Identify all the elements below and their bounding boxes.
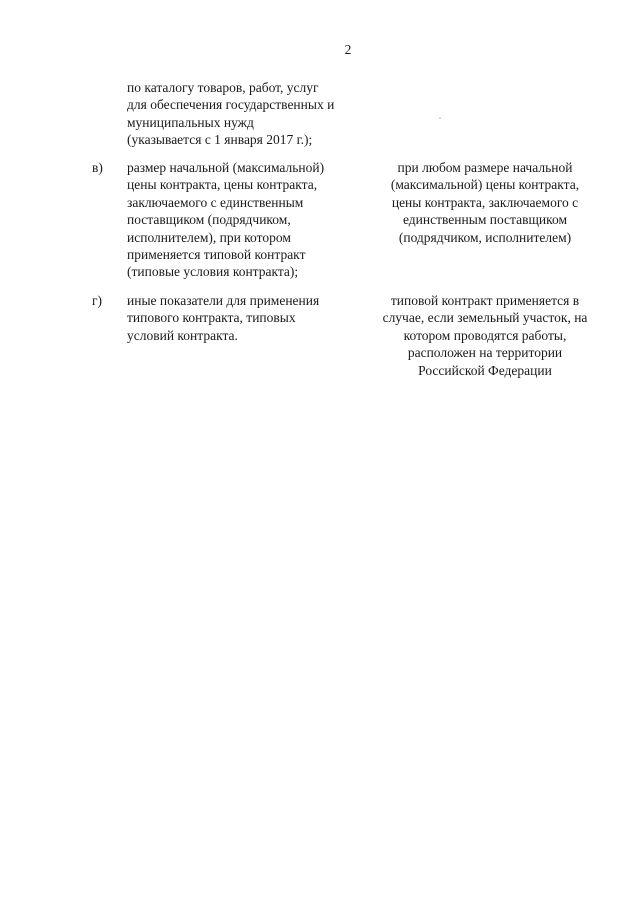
value-line: случае, если земельный участок, на bbox=[382, 310, 588, 326]
value-line: (подрядчиком, исполнителем) bbox=[398, 229, 572, 245]
description-line: заключаемого с единственным bbox=[127, 194, 304, 210]
value-line: типовой контракт применяется в bbox=[390, 293, 580, 308]
continuation-line: по каталогу товаров, работ, услуг bbox=[127, 80, 319, 95]
value-line: (максимальной) цены контракта, bbox=[390, 177, 580, 193]
description-line: поставщиком (подрядчиком, bbox=[127, 212, 291, 228]
description-line: типового контракта, типовых bbox=[127, 310, 296, 326]
value-line: Российской Федерации bbox=[418, 362, 552, 378]
item-value bbox=[360, 159, 610, 246]
value-line: при любом размере начальной bbox=[397, 160, 573, 175]
item-letter: в) bbox=[92, 160, 103, 175]
description-line: применяется типовой контракт bbox=[127, 247, 306, 263]
description-line: размер начальной (максимальной) bbox=[127, 160, 325, 175]
value-line: цены контракта, заключаемого с bbox=[391, 194, 579, 210]
description-line: условий контракта. bbox=[127, 327, 238, 343]
value-line: расположен на территории bbox=[407, 345, 563, 361]
item-description bbox=[127, 292, 372, 344]
description-line: цены контракта, цены контракта, bbox=[127, 177, 318, 193]
page-number: 2 bbox=[344, 42, 352, 57]
description-line: (типовые условия контракта); bbox=[127, 264, 299, 280]
description-line: иные показатели для применения bbox=[127, 293, 320, 308]
speck bbox=[439, 117, 441, 119]
item-value bbox=[360, 292, 610, 379]
continuation-text bbox=[127, 79, 372, 149]
continuation-line: муниципальных нужд bbox=[127, 114, 254, 130]
value-line: единственным поставщиком bbox=[402, 212, 567, 228]
item-letter: г) bbox=[92, 293, 103, 308]
item-description bbox=[127, 159, 372, 281]
value-line: котором проводятся работы, bbox=[403, 327, 567, 343]
continuation-line: (указывается с 1 января 2017 г.); bbox=[127, 132, 313, 148]
description-line: исполнителем), при котором bbox=[127, 229, 291, 245]
continuation-line: для обеспечения государственных и bbox=[127, 97, 335, 113]
